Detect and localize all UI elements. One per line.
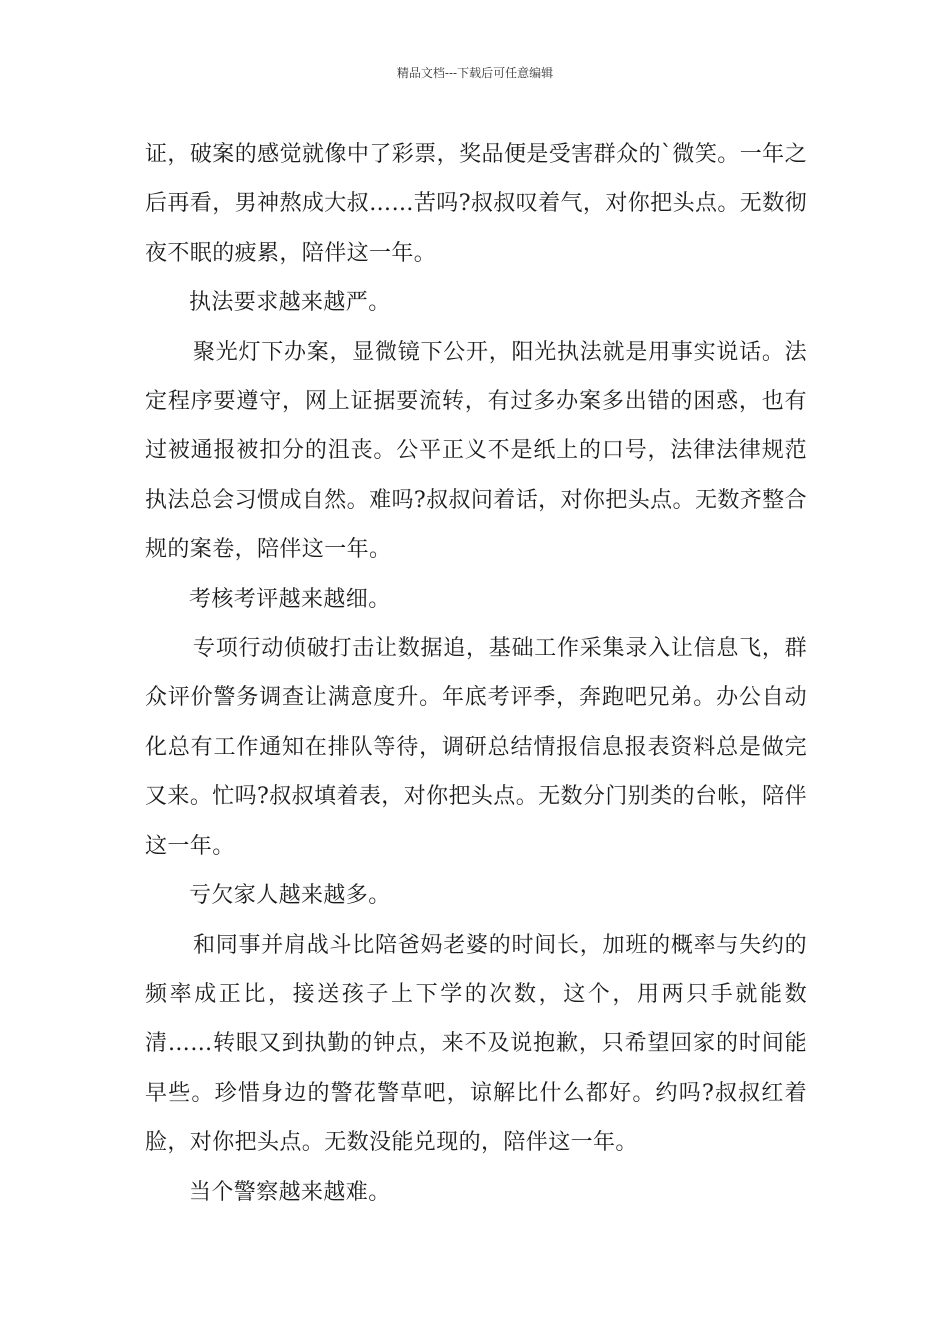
paragraph: 证，破案的感觉就像中了彩票，奖品便是受害群众的`微笑。一年之后再看，男神熬成大叔……苦吗?叔叔叹着气，对你把头点。无数彻夜不眠的疲累，陪伴这一年。 <box>145 142 807 266</box>
paragraph: 聚光灯下办案，显微镜下公开，阳光执法就是用事实说话。法定程序要遵守，网上证据要流转，有过多办案多出错的困惑，也有过被通报被扣分的沮丧。公平正义不是纸上的口号，法律法律规范执法总会习惯成自然。难吗?叔叔问着话，对你把头点。无数齐整合规的案卷，陪伴这一年。 <box>145 339 807 563</box>
paragraph: 当个警察越来越难。 <box>189 1179 391 1205</box>
document-body <box>145 130 807 1217</box>
paragraph: 亏欠家人越来越多。 <box>189 883 391 909</box>
paragraph: 考核考评越来越细。 <box>189 586 391 612</box>
paragraph: 和同事并肩战斗比陪爸妈老婆的时间长，加班的概率与失约的频率成正比，接送孩子上下学的次数，这个，用两只手就能数清……转眼又到执勤的钟点，来不及说抱歉，只希望回家的时间能早些。珍惜身边的警花警草吧，谅解比什么都好。约吗?叔叔红着脸，对你把头点。无数没能兑现的，陪伴这一年。 <box>145 932 807 1156</box>
paragraph: 专项行动侦破打击让数据追，基础工作采集录入让信息飞，群众评价警务调查让满意度升。年底考评季，奔跑吧兄弟。办公自动化总有工作通知在排队等待，调研总结情报信息报表资料总是做完又来。忙吗?叔叔填着表，对你把头点。无数分门别类的台帐，陪伴这一年。 <box>145 636 807 859</box>
paragraph: 执法要求越来越严。 <box>189 290 391 316</box>
page-header: 精品文档---下载后可任意编辑 <box>396 66 554 80</box>
